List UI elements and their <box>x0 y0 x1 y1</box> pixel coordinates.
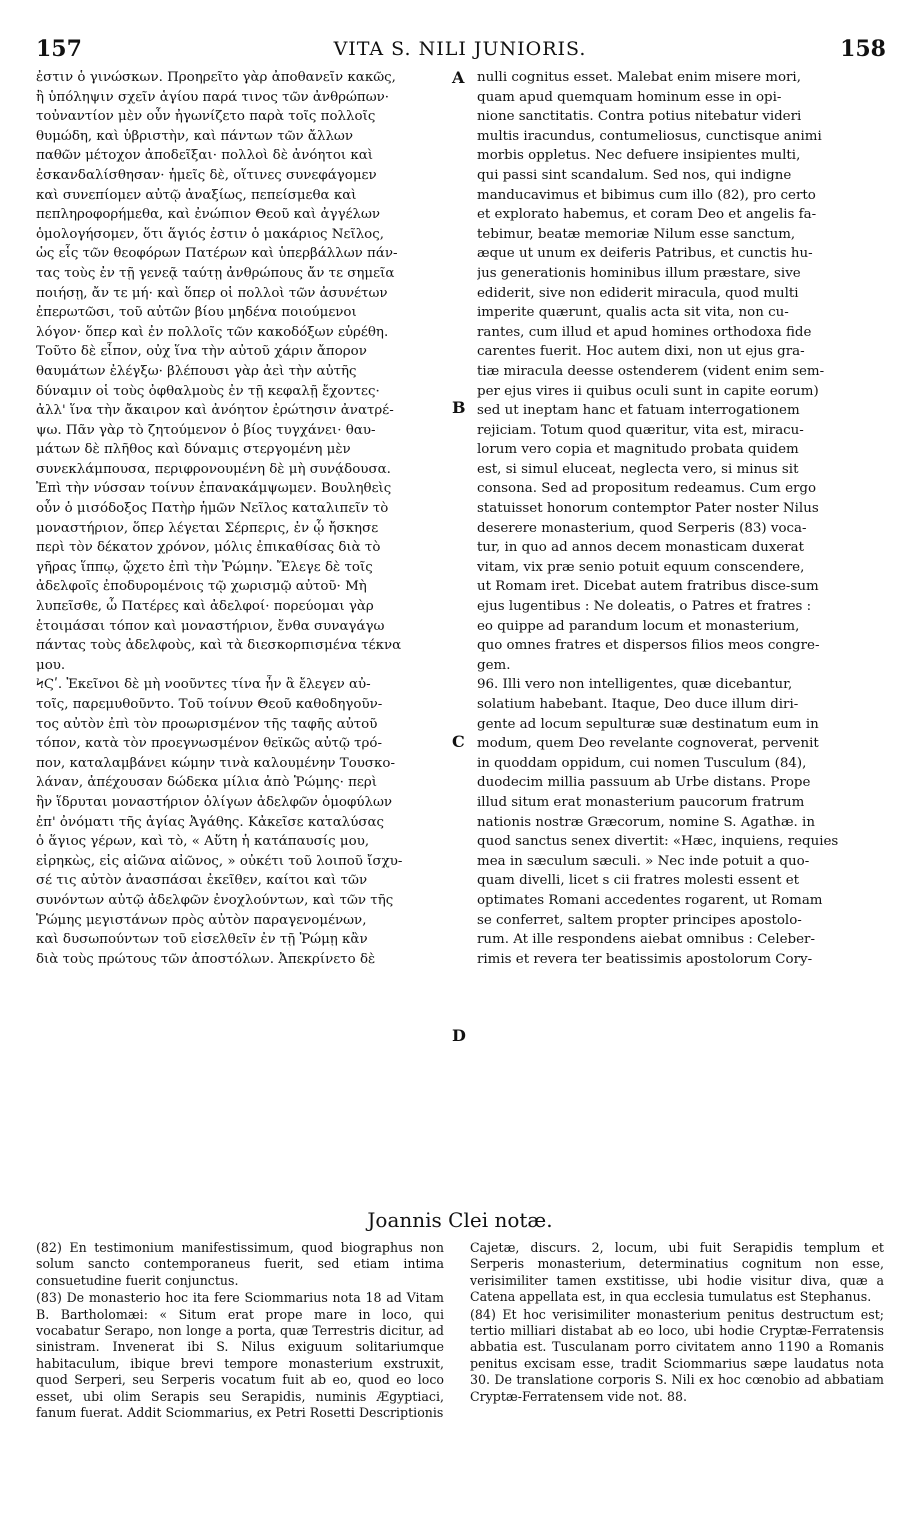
latin-text-line: per ejus vires ii quibus oculi sunt in capite eorum) <box>477 383 819 399</box>
margin-marker-c: C <box>452 732 465 751</box>
latin-text-line: nulli cognitus esset. Malebat enim misere mori, <box>477 70 801 85</box>
latin-text-line: modum, quem Deo revelante cognoverat, pervenit <box>477 736 819 752</box>
greek-text-line: παθῶν μέτοχον ἀποδεῖξαι· πολλοὶ δὲ ἀνόητοι καὶ <box>36 148 374 164</box>
latin-text-line: quod sanctus senex divertit: «Hæc, inquiens, requies <box>477 834 839 850</box>
greek-text-line: ὡς εἷς τῶν θεοφόρων Πατέρων καὶ ὑπερβάλλων πάν- <box>36 246 398 262</box>
latin-text-line: optimates Romani accedentes rogarent, ut Romam <box>477 892 823 908</box>
latin-text-line: eo quippe ad parandum locum et monasterium, <box>477 618 800 634</box>
greek-text-line: διὰ τοὺς πρώτους τῶν ἀποστόλων. Ἀπεκρίνετο δὲ <box>36 951 376 967</box>
latin-text-line: tiæ miracula deesse ostenderem (vident enim sem- <box>477 363 825 379</box>
greek-text-column <box>36 68 446 969</box>
page-header <box>0 36 920 66</box>
footnote-82: (82) En testimonium manifestissimum, quod biographus non solum sancto contemporaneus fuerit, sed etiam intima consuetudine fuerit conjunctus. <box>36 1240 444 1288</box>
latin-text-line: gem. <box>477 657 511 673</box>
footnote-83: (83) De monasterio hoc ita fere Sciommarius nota 18 ad Vitam B. Bartholomæi: « Situm erat prope mare in loco, qui vocabatur Serapo, non longe a porta, quæ Terrestris dicitur, ad sinistram. Invenerat ibi S. Nilus exiguum solitariumque habitaculum, ibique brevi tempore monasterium exstruxit, quod Serperi, seu Serperis vocatum fuit ab eo, quod eo loco esset, ubi olim Serapis seu Serapidis, numinis Ægyptiaci, fanum fuerat. Addit Sciommarius, ex Petri Rosetti Descriptionis <box>36 1290 444 1421</box>
latin-text-line: solatium habebant. Itaque, Deo duce illum diri- <box>477 697 799 712</box>
greek-text-line: τοῖς, παρεμυθοῦντο. Τοῦ τοίνυν Θεοῦ καθοδηγοῦν- <box>36 697 383 712</box>
greek-text-line: γῆρας ἵππῳ, ᾤχετο ἐπὶ τὴν Ῥώμην. Ἔλεγε δὲ τοῖς <box>36 559 373 575</box>
greek-text-line: λόγον· ὅπερ καὶ ἐν πολλοῖς τῶν κακοδόξων εὑρέθη. <box>36 324 389 340</box>
latin-text-line: quam apud quemquam hominum esse in opi- <box>477 89 782 105</box>
latin-text-line: sed ut ineptam hanc et fatuam interrogationem <box>477 403 800 419</box>
notes-title: Joannis Clei notæ. <box>367 1208 553 1232</box>
latin-text-line: tebimur, beatæ memoriæ Nilum esse sanctum, <box>477 226 796 242</box>
footnote-84: (84) Et hoc verisimiliter monasterium penitus destructum est; tertio milliari distabat ab eo loco, ubi hodie Cryptæ-Ferratensis abbatia est. Tusculanam porro civitatem anno 1190 a Romanis penitus excisam esse, tradit Sciommarius sæpe laudatus nota 30. De translatione corporis S. Nili ex hoc cœnobio ad abbatiam Cryptæ-Ferratensem vide not. 88. <box>470 1306 884 1404</box>
greek-text-line: λάναν, ἀπέχουσαν δώδεκα μίλια ἀπὸ Ῥώμης· περὶ <box>36 775 377 791</box>
greek-text-line: ϞϚʹ. Ἐκεῖνοι δὲ μὴ νοοῦντες τίνα ἦν ἃ ἔλεγεν αὐ- <box>36 677 371 693</box>
latin-text-line: rum. At ille respondens aiebat omnibus : Celeber- <box>477 932 815 948</box>
latin-text-line: in quoddam oppidum, cui nomen Tusculum (84), <box>477 755 807 771</box>
greek-text-line: μοναστήριον, ὅπερ λέγεται Σέρπερις, ἐν ᾧ ἤσκησε <box>36 520 379 536</box>
latin-text-line: qui passi sint scandalum. Sed nos, qui indigne <box>477 167 792 183</box>
latin-text-line: statuisset honorum contemptor Pater noster Nilus <box>477 501 819 517</box>
greek-text-line: ὁ ἅγιος γέρων, καὶ τὸ, « Αὕτη ἡ κατάπαυσίς μου, <box>36 834 370 850</box>
latin-text-line: gente ad locum sepulturæ suæ destinatum eum in <box>477 716 819 732</box>
greek-text-line: ποιήσῃ, ἄν τε μή· καὶ ὅπερ οἱ πολλοὶ τῶν ἀσυνέτων <box>36 285 388 301</box>
greek-text-line: οὖν ὁ μισόδοξος Πατὴρ ἡμῶν Νεῖλος καταλιπεῖν τὸ <box>36 501 389 517</box>
latin-text-line: illud situm erat monasterium paucorum fratrum <box>477 794 805 810</box>
greek-text-line: θυμώδη, καὶ ὑβριστὴν, καὶ πάντων τῶν ἄλλων <box>36 128 353 144</box>
latin-text-line: manducavimus et bibimus cum illo (82), pro certo <box>477 187 816 203</box>
latin-text-line: ediderit, sive non ediderit miracula, quod multi <box>477 285 799 301</box>
latin-text-line: quo omnes fratres et dispersos filios meos congre- <box>477 638 820 654</box>
latin-text-column <box>477 68 885 969</box>
latin-text-line: et explorato habemus, et coram Deo et angelis fa- <box>477 207 817 223</box>
greek-text-line: μου. <box>36 657 66 673</box>
greek-text-line: τοὐναντίον μὲν οὖν ἠγωνίζετο παρὰ τοῖς πολλοῖς <box>36 109 376 125</box>
latin-text-line: imperite quærunt, qualis acta sit vita, non cu- <box>477 305 789 321</box>
latin-text-line: rimis et revera ter beatissimis apostolorum Cory- <box>477 951 813 967</box>
greek-text-line: πον, καταλαμβάνει κώμην τινὰ καλουμένην Τουσκο- <box>36 755 396 771</box>
latin-text-line: mea in sæculum sæculi. » Nec inde potuit a quo- <box>477 853 810 869</box>
latin-text-line: tur, in quo ad annos decem monasticam duxerat <box>477 540 805 556</box>
latin-text-line: ut Romam iret. Dicebat autem fratribus disce-sum <box>477 579 819 595</box>
greek-text-line: Ἐπὶ τὴν νύσσαν τοίνυν ἐπανακάμψωμεν. Βουληθεὶς <box>36 481 392 497</box>
greek-text-line: περὶ τὸν δέκατον χρόνον, μόλις ἐπικαθίσας διὰ τὸ <box>36 540 381 556</box>
latin-text-line: est, si simul eluceat, neglecta vero, si minus sit <box>477 461 799 477</box>
footnote-83-continued: Cajetæ, discurs. 2, locum, ubi fuit Serapidis templum et Serperis monasterium, determinatius cognitum non esse, verisimiliter tamen exstitisse, ubi hodie visitur diva, quæ a Catena appellata est, in qua ecclesia tumulatus est Stephanus. <box>470 1240 884 1305</box>
page-number-right: 158 <box>840 36 886 62</box>
margin-marker-d: D <box>452 1026 466 1045</box>
latin-text-line: deserere monasterium, quod Serperis (83) voca- <box>477 520 807 536</box>
latin-text-line: æque ut unum ex deiferis Patribus, et cunctis hu- <box>477 246 813 262</box>
page-number-left: 157 <box>36 36 82 62</box>
greek-text-line: συνεκλάμπουσα, περιφρονουμένη δὲ μὴ συνᾴδουσα. <box>36 461 391 477</box>
greek-text-line: ἐστιν ὁ γινώσκων. Προηρεῖτο γὰρ ἀποθανεῖν κακῶς, <box>36 70 396 85</box>
margin-marker-b: B <box>452 398 466 417</box>
greek-text-line: καὶ δυσωπούντων τοῦ εἰσελθεῖν ἐν τῇ Ῥώμῃ κἂν <box>36 932 368 948</box>
greek-text-line: ἐσκανδαλίσθησαν· ἡμεῖς δὲ, οἵτινες συνεφάγομεν <box>36 167 377 183</box>
greek-text-line: ἑτοιμάσαι τόπον καὶ μοναστήριον, ἔνθα συναγάγω <box>36 618 385 634</box>
latin-text-line: se conferret, saltem propter principes apostolo- <box>477 912 802 928</box>
running-title: VITA S. NILI JUNIORIS. <box>333 38 587 60</box>
greek-text-line: ἢ ὑπόληψιν σχεῖν ἁγίου παρά τινος τῶν ἀνθρώπων· <box>36 89 390 105</box>
latin-text-line: morbis oppletus. Nec defuere insipientes multi, <box>477 148 801 164</box>
greek-text-line: μάτων δὲ πλῆθος καὶ δύναμις στεργομένη μὲν <box>36 442 351 458</box>
latin-text-line: jus generationis hominibus illum præstare, sive <box>477 265 801 281</box>
greek-text-line: ἣν ἵδρυται μοναστήριον ὀλίγων ἀδελφῶν ὁμοφύλων <box>36 794 393 810</box>
greek-text-line: συνόντων αὐτῷ ἀδελφῶν ἐνοχλούντων, καὶ τῶν τῆς <box>36 892 394 908</box>
greek-text-line: τόπον, κατὰ τὸν προεγνωσμένον θεϊκῶς αὐτῷ τρό- <box>36 736 383 752</box>
latin-text-line: duodecim millia passuum ab Urbe distans. Prope <box>477 775 811 791</box>
latin-text-line: rantes, cum illud et apud homines orthodoxa fide <box>477 324 812 340</box>
greek-text-line: τος αὐτὸν ἐπὶ τὸν προωρισμένον τῆς ταφῆς αὐτοῦ <box>36 716 378 732</box>
greek-text-line: Ῥώμης μεγιστάνων πρὸς αὐτὸν παραγενομένων, <box>36 912 367 928</box>
latin-text-line: multis iracundus, contumeliosus, cunctisque animi <box>477 128 822 144</box>
greek-text-line: σέ τις αὐτὸν ἀνασπάσαι ἐκεῖθεν, καίτοι καὶ τῶν <box>36 873 368 889</box>
latin-text-line: consona. Sed ad propositum redeamus. Cum ergo <box>477 481 817 497</box>
latin-text-line: vitam, vix præ senio potuit equum conscendere, <box>477 559 805 575</box>
latin-text-line: 96. Illi vero non intelligentes, quæ dicebantur, <box>477 677 793 693</box>
greek-text-line: ἐπ' ὀνόματι τῆς ἁγίας Ἀγάθης. Κἀκεῖσε καταλύσας <box>36 814 385 830</box>
margin-marker-a: A <box>452 68 465 87</box>
latin-text-line: carentes fuerit. Hoc autem dixi, non ut ejus gra- <box>477 344 805 360</box>
greek-text-line: εἰρηκὼς, εἰς αἰῶνα αἰῶνος, » οὐκέτι τοῦ λοιποῦ ἴσχυ- <box>36 853 403 869</box>
latin-text-line: quam divelli, licet s cii fratres molesti essent et <box>477 873 800 889</box>
greek-text-line: δύναμιν οἱ τοὺς ὀφθαλμοὺς ἐν τῇ κεφαλῇ ἔχοντες· <box>36 383 380 399</box>
latin-text-line: lorum vero copia et magnitudo probata quidem <box>477 442 799 458</box>
greek-text-line: ἐπερωτῶσι, τοῦ αὐτῶν βίου μηδένα ποιούμενοι <box>36 305 357 321</box>
latin-text-line: rejiciam. Totum quod quæritur, vita est, miracu- <box>477 422 804 438</box>
greek-text-line: Τοῦτο δὲ εἶπον, οὐχ ἵνα τὴν αὐτοῦ χάριν ἄπορον <box>36 344 367 360</box>
notes-right-column <box>470 1240 884 1406</box>
latin-text-line: nione sanctitatis. Contra potius nitebatur videri <box>477 109 802 125</box>
greek-text-line: ὁμολογήσομεν, ὅτι ἅγιός ἐστιν ὁ μακάριος Νεῖλος, <box>36 226 384 242</box>
greek-text-line: καὶ συνεπίομεν αὐτῷ ἀναξίως, πεπείσμεθα καὶ <box>36 187 357 203</box>
greek-text-line: πεπληροφορήμεθα, καὶ ἐνώπιον Θεοῦ καὶ ἀγγέλων <box>36 207 381 223</box>
greek-text-line: πάντας τοὺς ἀδελφοὺς, καὶ τὰ διεσκορπισμένα τέκνα <box>36 638 402 654</box>
greek-text-line: ψω. Πᾶν γὰρ τὸ ζητούμενον ὁ βίος τυγχάνει· θαυ- <box>36 422 376 438</box>
notes-left-column <box>36 1240 444 1422</box>
greek-text-line: θαυμάτων ἐλέγξω· βλέπουσι γὰρ ἀεὶ τὴν αὐτῆς <box>36 363 357 379</box>
latin-text-line: ejus lugentibus : Ne doleatis, o Patres et fratres : <box>477 599 812 615</box>
greek-text-line: τας τοὺς ἐν τῇ γενεᾷ ταύτῃ ἀνθρώπους ἄν τε σημεῖα <box>36 265 395 281</box>
latin-text-line: nationis nostræ Græcorum, nomine S. Agathæ. in <box>477 814 815 830</box>
greek-text-line: λυπεῖσθε, ὦ Πατέρες καὶ ἀδελφοί· πορεύομαι γὰρ <box>36 599 374 615</box>
greek-text-line: ἀλλ' ἵνα τὴν ἄκαιρον καὶ ἀνόητον ἐρώτησιν ἀνατρέ- <box>36 403 394 419</box>
greek-text-line: ἀδελφοῖς ἐποδυρομένοις τῷ χωρισμῷ αὐτοῦ· Μὴ <box>36 579 367 595</box>
